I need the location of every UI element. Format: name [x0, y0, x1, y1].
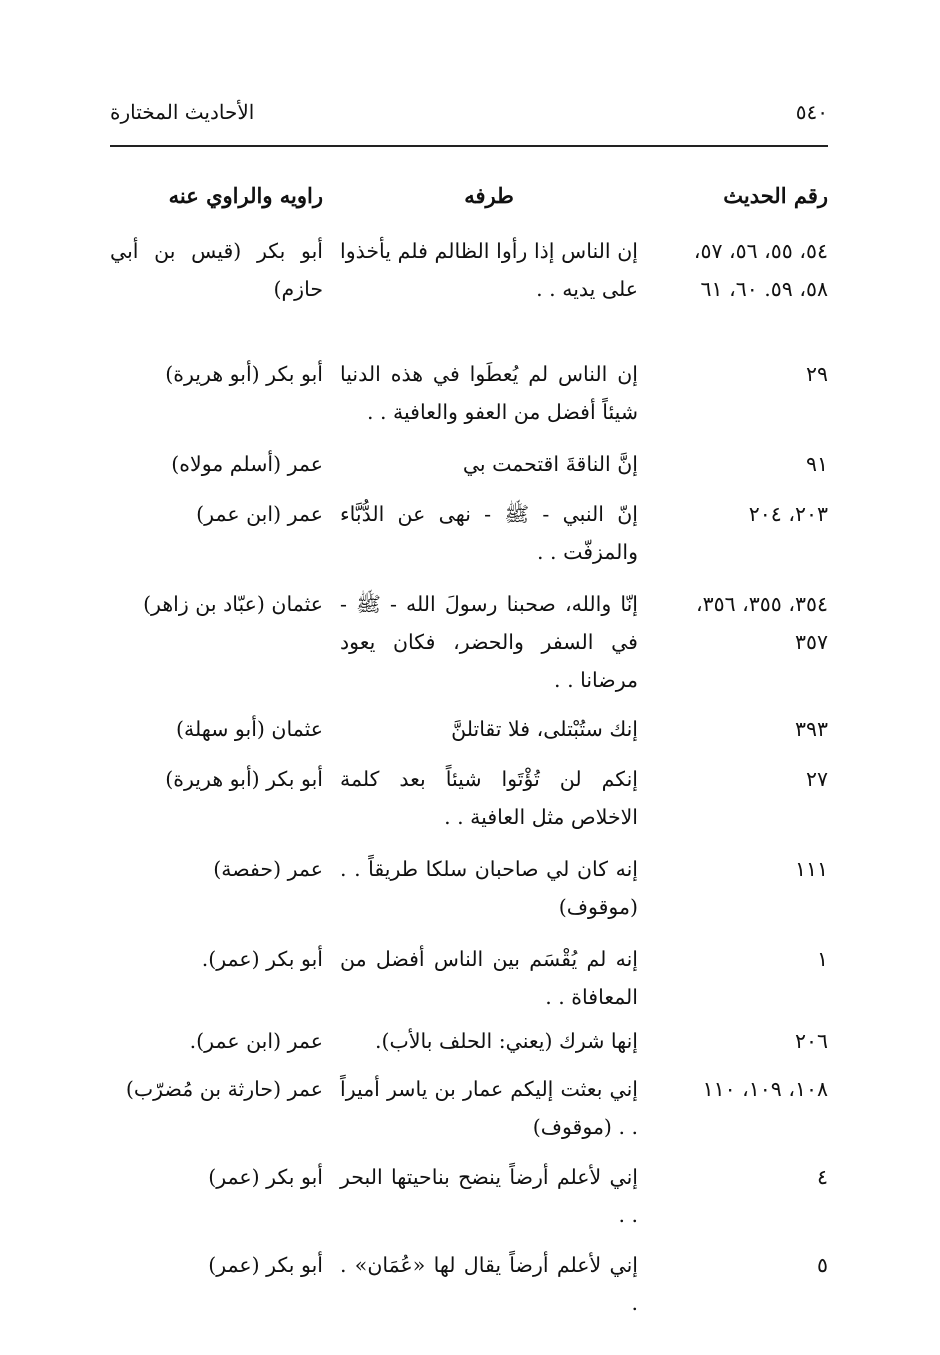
hadith-tarf: إنه لم يُقْسَم بين الناس أفضل من المعافاة . .: [340, 947, 638, 1009]
hadith-tarf: إنكم لن تُؤْتَوا شيئاً بعد كلمة الاخلاص مثل العافية . .: [340, 767, 638, 829]
hadith-rawi: أبو بكر (عمر).: [201, 947, 323, 971]
hadith-number: ٢٠٣، ٢٠٤: [748, 502, 828, 526]
book-title: الأحاديث المختارة: [110, 100, 255, 124]
table-row: [110, 850, 828, 940]
table-row: [110, 495, 828, 585]
table-header: [110, 183, 828, 219]
hadith-number: ٩١: [805, 452, 828, 476]
hadith-rawi: عمر (أسلم مولاه): [171, 452, 323, 476]
running-head: [110, 92, 828, 132]
column-header-tarf: طرفه: [464, 183, 514, 208]
hadith-tarf: إنها شرك (يعني: الحلف بالأب).: [375, 1029, 638, 1053]
hadith-rawi: أبو بكر (أبو هريرة): [165, 767, 323, 791]
hadith-number: ٤: [816, 1165, 828, 1189]
table-row: [110, 1158, 828, 1246]
hadith-number: ٥٤، ٥٥، ٥٦، ٥٧، ٥٨، ٥٩. ٦٠، ٦١: [693, 239, 828, 301]
hadith-rawi: أبو بكر (أبو هريرة): [165, 362, 323, 386]
hadith-number: ١: [816, 947, 828, 971]
header-rule: [110, 145, 828, 147]
hadith-rawi: أبو بكر (قيس بن أبي حازم): [110, 239, 323, 301]
hadith-number: ٣٩٣: [794, 717, 828, 741]
hadith-number: ٢٩: [805, 362, 828, 386]
hadith-number: ١١١: [794, 857, 828, 881]
hadith-rawi: عثمان (أبو سهلة): [176, 717, 323, 741]
hadith-rawi: عمر (حفصة): [213, 857, 323, 881]
hadith-rawi: عمر (ابن عمر): [196, 502, 323, 526]
hadith-tarf: إنك ستُبْتلى، فلا تقاتلنَّ: [451, 717, 638, 741]
hadith-tarf: إنَّ الناقةَ اقتحمت بي: [462, 452, 638, 476]
hadith-number: ٢٧: [805, 767, 828, 791]
hadith-number: ٥: [816, 1253, 828, 1277]
table-row: [110, 445, 828, 495]
hadith-rawi: أبو بكر (عمر): [208, 1253, 323, 1277]
table-row: [110, 585, 828, 710]
table-row: [110, 355, 828, 445]
hadith-tarf: إن الناس لم يُعطَوا في هذه الدنيا شيئاً أفضل من العفو والعافية . .: [340, 362, 638, 424]
hadith-rawi: عثمان (عبّاد بن زاهر): [143, 592, 323, 616]
hadith-tarf: إنه كان لي صاحبان سلكا طريقاً . . (موقوف): [340, 857, 638, 919]
table-row: [110, 1246, 828, 1315]
hadith-number: ١٠٨، ١٠٩، ١١٠: [702, 1077, 828, 1101]
table-row: [110, 940, 828, 1022]
hadith-rawi: عمر (حارثة بن مُضرّب): [125, 1077, 323, 1101]
table-row: [110, 232, 828, 355]
hadith-rawi: أبو بكر (عمر): [208, 1165, 323, 1189]
hadith-tarf: إن الناس إذا رأوا الظالم فلم يأخذوا على يديه . .: [340, 239, 638, 301]
hadith-index-table: [110, 232, 828, 1315]
page-number: ٥٤٠: [795, 100, 828, 124]
hadith-tarf: إني لأعلم أرضاً يقال لها «عُمَان» . .: [340, 1253, 638, 1315]
table-row: [110, 1022, 828, 1070]
column-header-rawi: راويه والراوي عنه: [168, 183, 323, 208]
table-row: [110, 1070, 828, 1158]
table-row: [110, 760, 828, 850]
hadith-tarf: إني بعثت إليكم عمار بن ياسر أميراً . . (موقوف): [340, 1077, 638, 1139]
table-row: [110, 710, 828, 760]
hadith-rawi: عمر (ابن عمر).: [189, 1029, 323, 1053]
column-header-number: رقم الحديث: [723, 183, 828, 208]
hadith-number: ٢٠٦: [794, 1029, 828, 1053]
hadith-tarf: إنّا والله، صحبنا رسولَ الله - ﷺ - في السفر والحضر، فكان يعود مرضانا . .: [340, 592, 638, 692]
hadith-tarf: إني لأعلم أرضاً ينضح بناحيتها البحر . .: [340, 1165, 638, 1227]
hadith-tarf: إنّ النبي - ﷺ - نهى عن الدُّبَّاء والمزفّت . .: [340, 502, 638, 564]
hadith-number: ٣٥٤، ٣٥٥، ٣٥٦، ٣٥٧: [695, 592, 828, 654]
